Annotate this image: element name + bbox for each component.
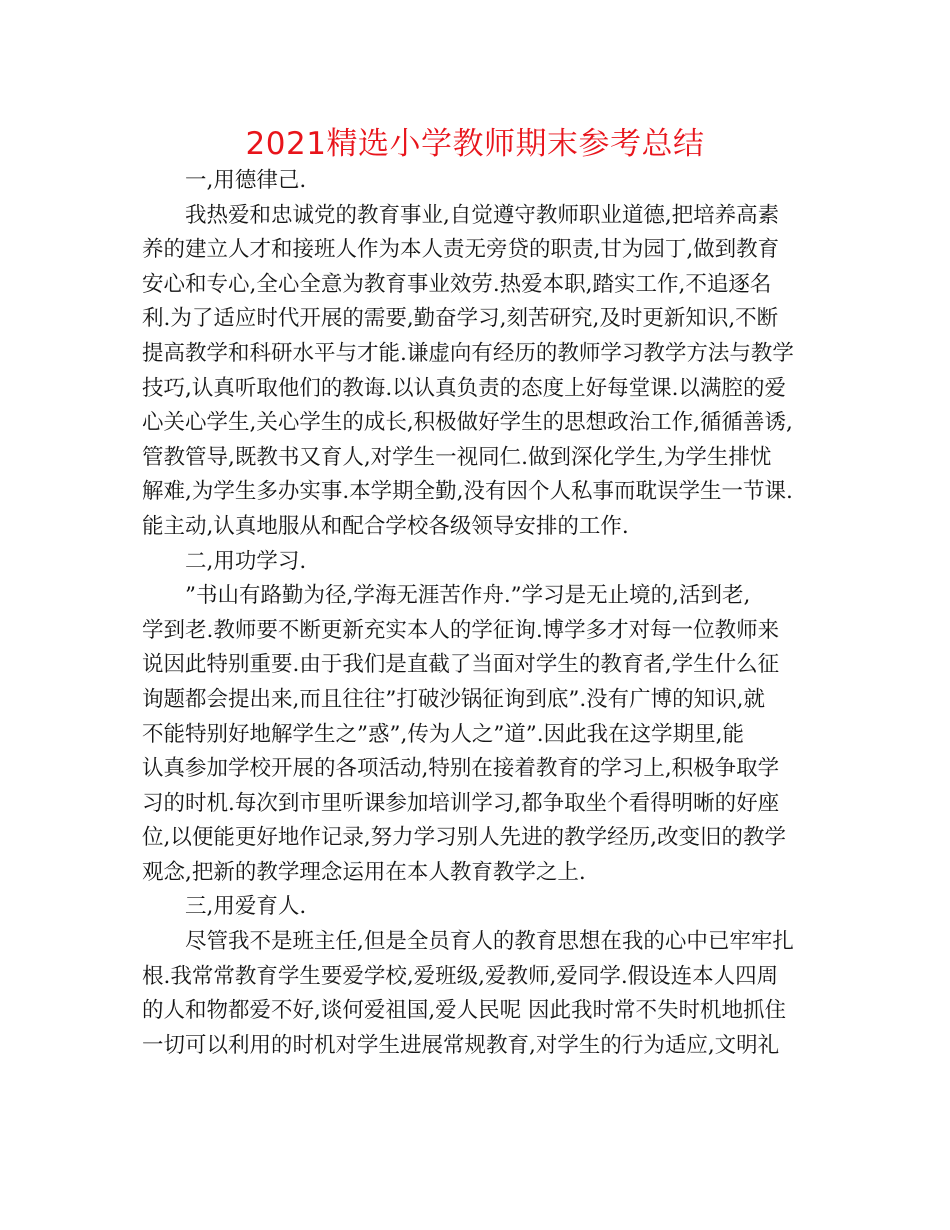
body-line: 不能特别好地解学生之”惑”,传为人之”道”.因此我在这学期里,能 xyxy=(142,721,744,747)
body-line: 观念,把新的教学理念运用在本人教育教学之上. xyxy=(142,859,586,885)
body-line: 技巧,认真听取他们的教诲.以认真负责的态度上好每堂课.以满腔的爱 xyxy=(142,375,787,401)
body-line: 一,用德律己. xyxy=(185,168,307,193)
body-line: 习的时机.每次到市里听课参加培训学习,都争取坐个看得明晰的好座 xyxy=(142,790,780,816)
body-line: 二,用功学习. xyxy=(185,548,307,574)
body-line: 心关心学生,关心学生的成长,积极做好学生的思想政治工作,循循善诱, xyxy=(142,410,793,436)
body-line: 说因此特别重要.由于我们是直截了当面对学生的教育者,学生什么征 xyxy=(142,652,780,678)
body-line: 三,用爱育人. xyxy=(185,894,307,920)
body-line: ”书山有路勤为径,学海无涯苦作舟.”学习是无止境的,活到老, xyxy=(185,583,751,609)
body-line: 的人和物都爱不好,谈何爱祖国,爱人民呢 因此我时常不失时机地抓住 xyxy=(142,998,787,1024)
body-line: 养的建立人才和接班人作为本人责无旁贷的职责,甘为园丁,做到教育 xyxy=(142,237,780,263)
body-line: 尽管我不是班主任,但是全员育人的教育思想在我的心中已牢牢扎 xyxy=(185,929,794,955)
body-line: 提高教学和科研水平与才能.谦虚向有经历的教师学习教学方法与教学 xyxy=(142,340,794,366)
body-line: 根.我常常教育学生要爱学校,爱班级,爱教师,爱同学.假设连本人四周 xyxy=(142,963,779,989)
body-line: 解难,为学生多办实事.本学期全勤,没有因个人私事而耽误学生一节课. xyxy=(142,479,793,505)
body-line: 学到老.教师要不断更新充实本人的学征询.博学多才对每一位教师来 xyxy=(142,617,780,643)
body-line: 一切可以利用的时机对学生进展常规教育,对学生的行为适应,文明礼 xyxy=(142,1032,780,1058)
body-line: 利.为了适应时代开展的需要,勤奋学习,刻苦研究,及时更新知识,不断 xyxy=(142,306,779,332)
body-line: 管教管导,既教书又育人,对学生一视同仁.做到深化学生,为学生排忧 xyxy=(142,444,772,470)
body-line: 我热爱和忠诚党的教育事业,自觉遵守教师职业道德,把培养高素 xyxy=(185,202,780,228)
document-body xyxy=(142,164,822,1063)
body-line: 能主动,认真地服从和配合学校各级领导安排的工作. xyxy=(142,513,629,539)
body-line: 认真参加学校开展的各项活动,特别在接着教育的学习上,积极争取学 xyxy=(142,756,780,782)
body-line: 位,以便能更好地作记录,努力学习别人先进的教学经历,改变旧的教学 xyxy=(142,825,787,851)
body-line: 安心和专心,全心全意为教育事业效劳.热爱本职,踏实工作,不追逐名 xyxy=(142,271,772,297)
body-line: 询题都会提出来,而且往往”打破沙锅征询到底”.没有广博的知识,就 xyxy=(142,686,765,712)
document-title: 2021精选小学教师期末参考总结 xyxy=(245,126,705,162)
